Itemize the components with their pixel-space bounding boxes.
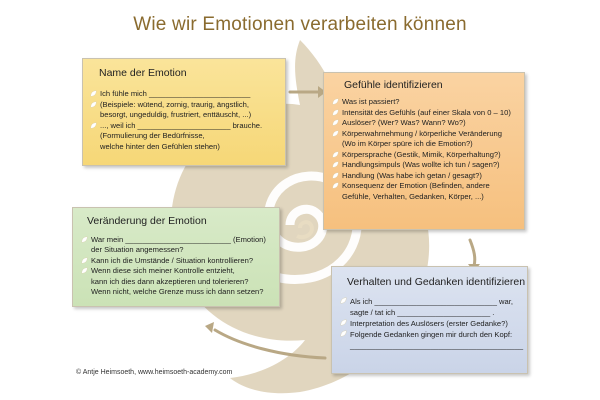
box-heading: Name der Emotion (99, 67, 187, 79)
list-item (332, 118, 524, 129)
list-item-line: sagte / tat ich ______________________ . (350, 308, 495, 317)
list-item-line: Wenn nicht, welche Grenze muss ich dann setzen? (91, 287, 264, 297)
leaf-bullet-icon (332, 119, 339, 126)
box-items (90, 89, 285, 153)
list-item-line: Gefühle, Verhalten, Gedanken, Körper, ...) (342, 191, 484, 201)
list-item (332, 97, 524, 108)
leaf-bullet-icon (332, 161, 339, 168)
list-item-line: welche hinter den Gefühlen stehen) (100, 141, 220, 151)
list-item-line: Wenn diese sich meiner Kontrolle entzieht, (91, 266, 235, 276)
list-item (90, 100, 285, 121)
list-item-line: kann ich dies dann akzeptieren und tolerieren? (91, 276, 249, 286)
list-item (332, 129, 524, 150)
leaf-bullet-icon (81, 257, 88, 264)
list-item-line: Interpretation des Auslösers (erster Gedanke?) (350, 319, 508, 328)
list-item-line: Konsequenz der Emotion (Befinden, andere (342, 181, 490, 190)
leaf-bullet-icon (340, 330, 347, 337)
list-item-line: Intensität des Gefühls (auf einer Skala von 0 – 10) (342, 107, 511, 117)
leaf-bullet-icon (332, 130, 339, 137)
list-item-line: Körperwahrnehmung / körperliche Veränderung (342, 128, 502, 138)
leaf-bullet-icon (81, 236, 88, 243)
leaf-bullet-icon (332, 109, 339, 116)
list-item (332, 181, 524, 202)
list-item-line: Handlungsimpuls (Was wollte ich tun / sagen?) (342, 160, 500, 169)
list-item-line: Folgende Gedanken gingen mir durch den Kopf: (350, 330, 513, 339)
list-item-line: Auslöser? (Wer? Was? Wann? Wo?) (342, 118, 466, 127)
box-items (81, 235, 279, 297)
list-item-line: Was ist passiert? (342, 97, 400, 106)
box-heading: Gefühle identifizieren (344, 79, 443, 91)
copyright-text: © Antje Heimsoeth, www.heimsoeth-academy.com (76, 369, 233, 376)
list-item (332, 171, 524, 182)
list-item-line: (Wo im Körper spüre ich die Emotion?) (342, 139, 473, 148)
list-item-line: _________________________________________ (350, 341, 524, 350)
list-item (332, 160, 524, 171)
list-item (340, 296, 527, 318)
arrow-bottom-head (205, 322, 214, 333)
leaf-bullet-icon (332, 182, 339, 189)
list-item-line: besorgt, ungeduldig, frustriert, enttäuscht, ...) (100, 110, 252, 120)
list-item-line: Handlung (Was habe ich getan / gesagt?) (342, 170, 482, 180)
list-item-line: Ich fühle mich ________________________ (100, 89, 251, 98)
box-name-der-emotion (82, 58, 286, 166)
box-items (332, 97, 524, 202)
list-item-line: Körpersprache (Gestik, Mimik, Körperhaltung?) (342, 149, 501, 159)
list-item (340, 318, 527, 329)
list-item (90, 121, 285, 153)
box-heading: Veränderung der Emotion (87, 215, 207, 227)
list-item-line: (Formulierung der Bedürfnisse, (100, 131, 205, 141)
leaf-bullet-icon (90, 122, 97, 129)
arrow-right (470, 240, 475, 266)
leaf-bullet-icon (340, 297, 347, 304)
list-item (340, 329, 527, 351)
list-item (81, 266, 279, 297)
list-item-line: ..., weil ich ______________________ brauche. (100, 120, 263, 130)
leaf-bullet-icon (332, 172, 339, 179)
leaf-bullet-icon (90, 101, 97, 108)
leaf-bullet-icon (332, 151, 339, 158)
box-heading: Verhalten und Gedanken identifizieren (347, 276, 526, 288)
leaf-bullet-icon (340, 319, 347, 326)
leaf-bullet-icon (332, 98, 339, 105)
list-item (332, 108, 524, 119)
list-item-line: Als ich _____________________________ war, (350, 297, 513, 306)
box-veraenderung-der-emotion (72, 207, 280, 307)
list-item (90, 89, 285, 100)
leaf-bullet-icon (90, 90, 97, 97)
list-item-line: Kann ich die Umstände / Situation kontrollieren? (91, 255, 254, 265)
list-item-line: War mein _________________________ (Emotion) (91, 235, 266, 244)
list-item-line: (Beispiele: wütend, zornig, traurig, ängstlich, (100, 99, 249, 109)
list-item (81, 256, 279, 266)
leaf-bullet-icon (81, 267, 88, 274)
box-verhalten-und-gedanken (331, 266, 528, 374)
page-title: Wie wir Emotionen verarbeiten können (133, 14, 467, 35)
box-items (340, 296, 527, 351)
box-gefuehle-identifizieren (323, 72, 525, 230)
list-item (332, 150, 524, 161)
list-item-line: der Situation angemessen? (91, 245, 184, 255)
list-item (81, 235, 279, 256)
